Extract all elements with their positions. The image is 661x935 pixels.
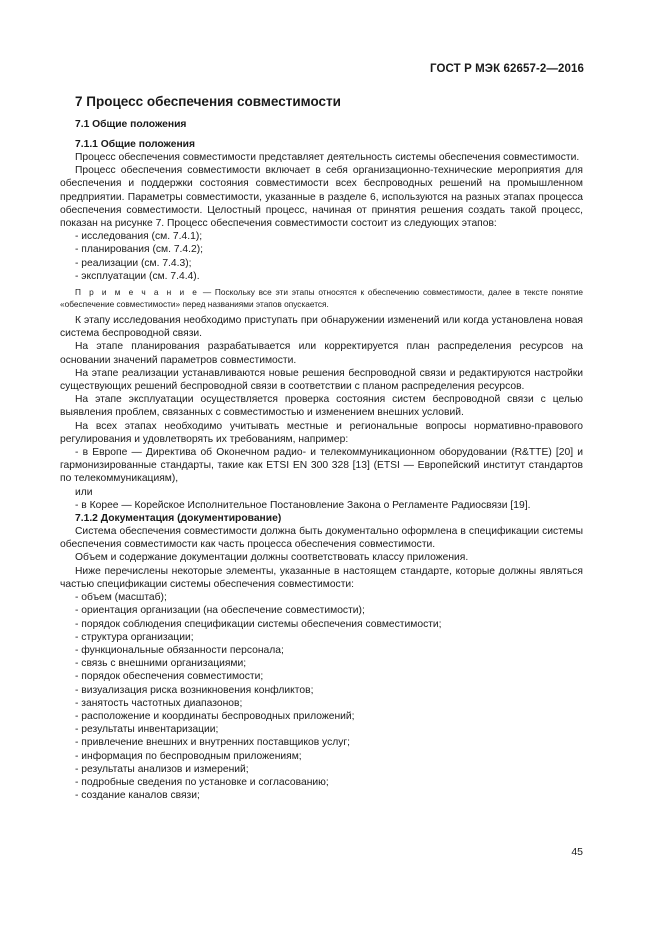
list-item: - планирования (см. 7.4.2); — [75, 244, 204, 256]
list-item: - занятость частотных диапазонов; — [75, 697, 243, 709]
subsubsection-title-2: 7.1.2 Документация (документирование) — [75, 513, 282, 525]
paragraph: На этапе эксплуатации осуществляется проверка состояния систем беспроводной связи с целью выявления проблем, связанных с совместимостью и изменением внешних условий. — [60, 394, 583, 419]
paragraph: Система обеспечения совместимости должна быть документально оформлена в спецификации системы обеспечения совместимости как часть процесса обеспечения совместимости. — [60, 526, 583, 551]
note — [60, 287, 583, 310]
paragraph: На этапе реализации устанавливаются новые решения беспроводной связи и редактируются настройки существующих решений беспроводной связи в соответствии с планом распределения ресурсов. — [60, 367, 583, 393]
subsubsection-title: 7.1.1 Общие положения — [75, 139, 195, 150]
page-content — [60, 90, 583, 802]
paragraph: На этапе планирования разрабатывается или корректируется план распределения ресурсов на основании значений параметров совместимости. — [60, 341, 583, 366]
paragraph: - в Корее — Корейское Исполнительное Постановление Закона о Регламенте Радиосвязи [19]. — [75, 499, 531, 511]
paragraph: Ниже перечислены некоторые элементы, указанные в настоящем стандарте, которые должны являться частью спецификации системы обеспечения совместимости: — [60, 565, 583, 590]
list-item: - эксплуатации (см. 7.4.4). — [75, 270, 200, 282]
list-item: - порядок обеспечения совместимости; — [75, 671, 264, 683]
list-item: - информация по беспроводным приложениям; — [75, 750, 302, 762]
list-item: - структура организации; — [75, 631, 194, 643]
paragraph: На всех этапах необходимо учитывать местные и региональные вопросы нормативно-правового регулирования и удовлетворять их требованиям, например: — [60, 420, 583, 445]
list-item: - порядок соблюдения спецификации системы обеспечения совместимости; — [75, 618, 442, 630]
note-label: П р и м е ч а н и е — [75, 287, 200, 298]
list-item: - объем (масштаб); — [75, 592, 167, 604]
list-item: - привлечение внешних и внутренних поставщиков услуг; — [75, 737, 351, 749]
paragraph: К этапу исследования необходимо приступать при обнаружении изменений или когда установлена новая система беспроводной связи. — [60, 315, 583, 340]
section-title: 7 Процесс обеспечения совместимости — [75, 94, 341, 109]
or-word: или — [75, 486, 93, 498]
list-item: - расположение и координаты беспроводных приложений; — [75, 710, 355, 722]
stages-list — [60, 230, 583, 283]
list-item: - исследования (см. 7.4.1); — [75, 231, 203, 243]
list-item: - ориентация организации (на обеспечение совместимости); — [75, 605, 365, 617]
list-item: - визуализация риска возникновения конфликтов; — [75, 684, 314, 696]
list-item: - функциональные обязанности персонала; — [75, 644, 284, 656]
list-item: - подробные сведения по установке и согласованию; — [75, 776, 329, 788]
list-item: - связь с внешними организациями; — [75, 658, 247, 670]
standard-code: ГОСТ Р МЭК 62657-2—2016 — [430, 63, 584, 75]
paragraph: Процесс обеспечения совместимости включает в себя организационно-технические мероприятия для обеспечения и поддержки состояния совместимости всех беспроводных решений на промышленном предприятии. Параметры совместимости, указанные в разделе 6, используются на разных этапах процесса обеспечения совместимости. Целостный процесс, начиная от принятия решения создать такой процесс, показан на рисунке 7. Процесс обеспечения совместимости состоит из следующих этапов: — [60, 165, 583, 230]
page-number: 45 — [571, 846, 583, 858]
paragraph: Объем и содержание документации должны соответствовать классу приложения. — [75, 552, 469, 564]
list-item: - создание каналов связи; — [75, 790, 200, 802]
list-item: - реализации (см. 7.4.3); — [75, 257, 192, 269]
elements-list — [60, 591, 583, 802]
paragraph: Процесс обеспечения совместимости представляет деятельность системы обеспечения совместимости. — [75, 152, 580, 163]
note-text: — Поскольку все эти этапы относятся к обеспечению совместимости, далее в тексте понятие «обеспечение совместимости» перед названиями этапов опускается. — [60, 287, 583, 309]
list-item: - результаты инвентаризации; — [75, 724, 219, 736]
paragraph: - в Европе — Директива об Оконечном радио- и телекоммуникационном оборудовании (R&TTE) [20] и гармонизированные стандарты, такие как ETSI EN 300 328 [13] (ETSI — Европейский институт стандартов по телекоммуникациям), — [60, 447, 583, 485]
subsection-title: 7.1 Общие положения — [75, 119, 187, 130]
list-item: - результаты анализов и измерений; — [75, 763, 249, 775]
